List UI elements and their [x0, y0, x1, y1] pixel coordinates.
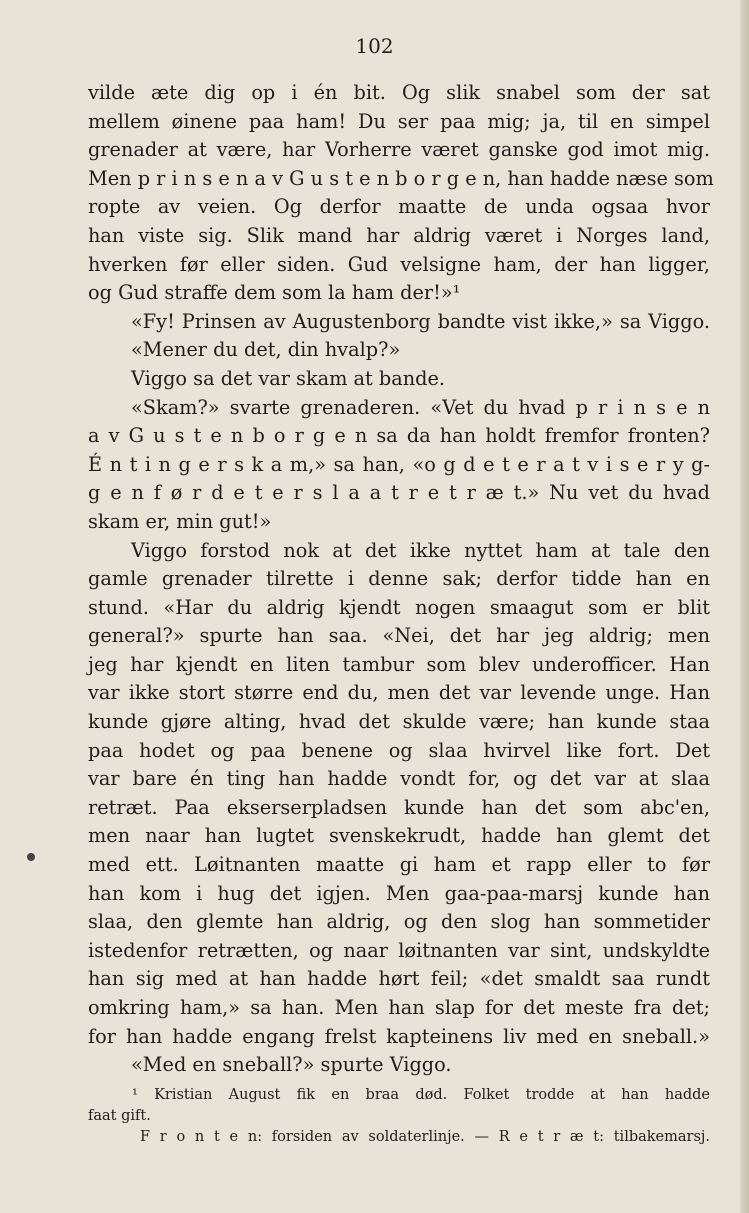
text-line: gamle grenader tilrette i denne sak; derfor tidde han en: [88, 567, 710, 591]
text-line: jeg har kjendt en liten tambur som blev underofficer. Han: [88, 652, 710, 676]
text-line: paa hodet og paa benene og slaa hvirvel like fort. Det: [88, 738, 710, 762]
text-line: g e n f ø r d e t e r s l a a t r e t r æ t.» Nu vet du hvad: [88, 481, 710, 505]
text-line: for han hadde engang frelst kapteinens liv med en sneball.»: [88, 1024, 710, 1048]
text-line: var ikke stort større end du, men det var levende unge. Han: [88, 681, 710, 705]
text-line: retræt. Paa ekserserpladsen kunde han det som abc'en,: [88, 795, 710, 819]
text-line: og Gud straffe dem som la ham der!»¹: [88, 281, 461, 305]
text-line: Viggo forstod nok at det ikke nyttet ham at tale den: [131, 538, 710, 562]
text-line: general?» spurte han saa. «Nei, det har jeg aldrig; men: [88, 624, 710, 648]
text-line: med ett. Løitnanten maatte gi ham et rapp eller to før: [88, 853, 710, 877]
page-edge: [740, 0, 749, 1213]
text-line: «Mener du det, din hvalp?»: [131, 338, 401, 362]
text-line: É n t i n g e r s k a m,» sa han, «o g d e t e r a t v i s e r y g-: [88, 452, 710, 476]
text-line: kunde gjøre alting, hvad det skulde være; han kunde staa: [88, 710, 710, 734]
text-line: slaa, den glemte han aldrig, og den slog han sommetider: [88, 910, 710, 934]
text-line: ropte av veien. Og derfor maatte de unda ogsaa hvor: [88, 195, 710, 219]
body-text: [88, 79, 714, 1080]
text-line: han sig med at han hadde hørt feil; «det smaldt saa rundt: [88, 967, 710, 991]
footnote-line: ¹ Kristian August fik en braa død. Folket trodde at han hadde: [132, 1087, 710, 1103]
text-line: var bare én ting han hadde vondt for, og det var at slaa: [88, 767, 710, 791]
text-line: grenader at være, har Vorherre været ganske god imot mig.: [88, 138, 710, 162]
text-line: «Skam?» svarte grenaderen. «Vet du hvad p r i n s e n: [131, 395, 710, 419]
text-line: istedenfor retrætten, og naar løitnanten var sint, undskyldte: [88, 938, 710, 962]
text-line: omkring ham,» sa han. Men han slap for det meste fra det;: [88, 996, 710, 1019]
text-line: a v G u s t e n b o r g e n sa da han holdt fremfor fronten?: [88, 424, 710, 448]
footnote-line: faat gift.: [88, 1108, 151, 1124]
text-line: stund. «Har du aldrig kjendt nogen smaagut som er blit: [88, 595, 710, 619]
text-line: han viste sig. Slik mand har aldrig været i Norges land,: [88, 223, 710, 247]
page-number: 102: [355, 34, 394, 58]
text-line: hverken før eller siden. Gud velsigne ham, der han ligger,: [88, 252, 710, 276]
footnote-line: F r o n t e n: forsiden av soldaterlinje. — R e t r æ t: tilbakemarsj.: [140, 1129, 710, 1145]
text-line: Viggo sa det var skam at bande.: [131, 366, 446, 390]
text-line: han kom i hug det igjen. Men gaa-paa-marsj kunde han: [88, 881, 710, 905]
text-line: «Med en sneball?» spurte Viggo.: [131, 1053, 452, 1077]
text-line: «Fy! Prinsen av Augustenborg bandte vist ikke,» sa Viggo.: [131, 309, 710, 333]
text-line: men naar han lugtet svenskekrudt, hadde han glemt det: [88, 824, 710, 848]
text-line: skam er, min gut!»: [88, 509, 272, 533]
text-line: mellem øinene paa ham! Du ser paa mig; ja, til en simpel: [88, 109, 710, 133]
margin-mark: [27, 853, 35, 861]
text-line: Men p r i n s e n a v G u s t e n b o r g e n, han hadde næse som: [88, 166, 714, 190]
text-line: vilde æte dig op i én bit. Og slik snabel som der sat: [88, 81, 710, 104]
footnotes: [88, 1085, 710, 1148]
